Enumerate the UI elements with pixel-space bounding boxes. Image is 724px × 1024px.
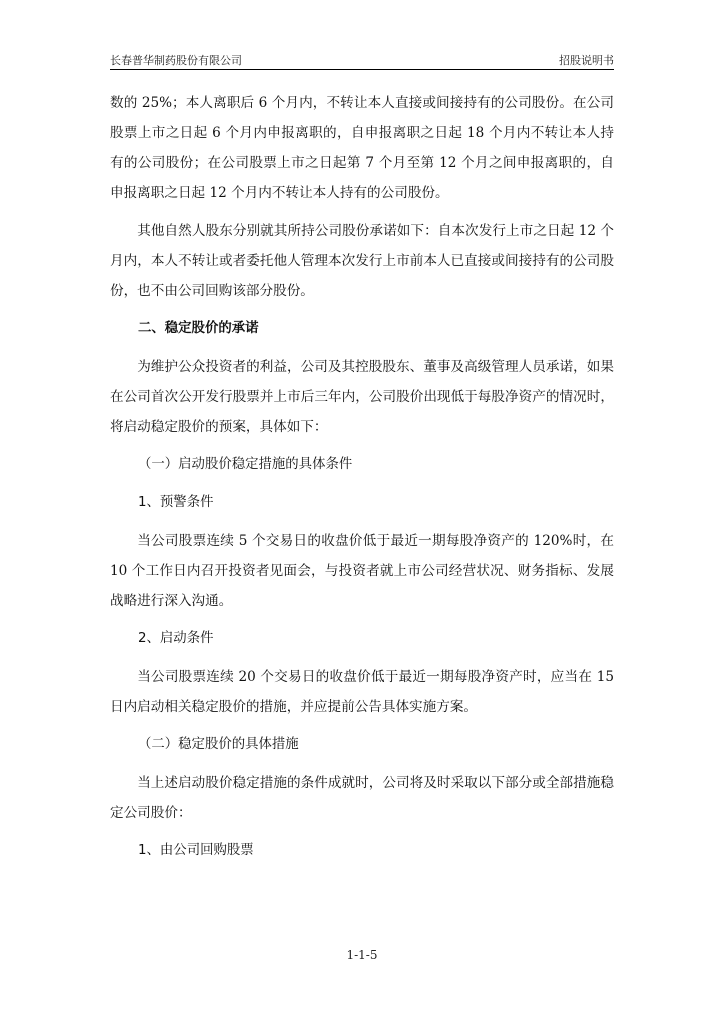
header-company-name: 长春普华制药股份有限公司 <box>110 54 242 67</box>
subsection-heading-measures: （二）稳定股价的具体措施 <box>138 737 299 752</box>
header-document-type: 招股说明书 <box>559 54 614 67</box>
paragraph-other-shareholders: 其他自然人股东分别就其所持公司股份承诺如下：自本次发行上市之日起 12 个月内，本人不转让或者委托他人管理本次发行上市前本人已直接或间接持有的公司股份，也不由公司回购该部分股份。 <box>110 223 614 299</box>
item-heading-trigger: 2、启动条件 <box>138 631 214 646</box>
document-body <box>110 88 614 866</box>
paragraph-continued: 数的 25%；本人离职后 6 个月内，不转让本人直接或间接持有的公司股份。在公司股票上市之日起 6 个月内申报离职的，自申报离职之日起 18 个月内不转让本人持有的公司股份；在公司股票上市之日起第 7 个月至第 12 个月之间申报离职的，自申报离职之日起 12 个月内不转让本人持有的公司股份。 <box>110 95 614 201</box>
item-heading-buyback: 1、由公司回购股票 <box>138 843 254 858</box>
paragraph-stabilize-intro: 为维护公众投资者的利益，公司及其控股股东、董事及高级管理人员承诺，如果在公司首次公开发行股票并上市后三年内，公司股价出现低于每股净资产的情况时，将启动稳定股价的预案，具体如下： <box>110 359 614 435</box>
page-header <box>110 50 614 68</box>
paragraph-trigger-condition: 当公司股票连续 20 个交易日的收盘价低于最近一期每股净资产时，应当在 15 日内启动相关稳定股价的措施，并应提前公告具体实施方案。 <box>110 669 614 715</box>
page-number: 1-1-5 <box>346 948 378 962</box>
paragraph-measures-intro: 当上述启动股价稳定措施的条件成就时，公司将及时采取以下部分或全部措施稳定公司股价： <box>110 775 614 821</box>
subsection-heading-conditions: （一）启动股价稳定措施的具体条件 <box>138 457 353 472</box>
item-heading-warning: 1、预警条件 <box>138 495 214 510</box>
paragraph-warning-condition: 当公司股票连续 5 个交易日的收盘价低于最近一期每股净资产的 120%时，在 10 个工作日内召开投资者见面会，与投资者就上市公司经营状况、财务指标、发展战略进行深入沟通。 <box>110 533 614 609</box>
section-heading-stabilize-price: 二、稳定股价的承诺 <box>138 321 259 336</box>
header-rule <box>110 69 614 70</box>
